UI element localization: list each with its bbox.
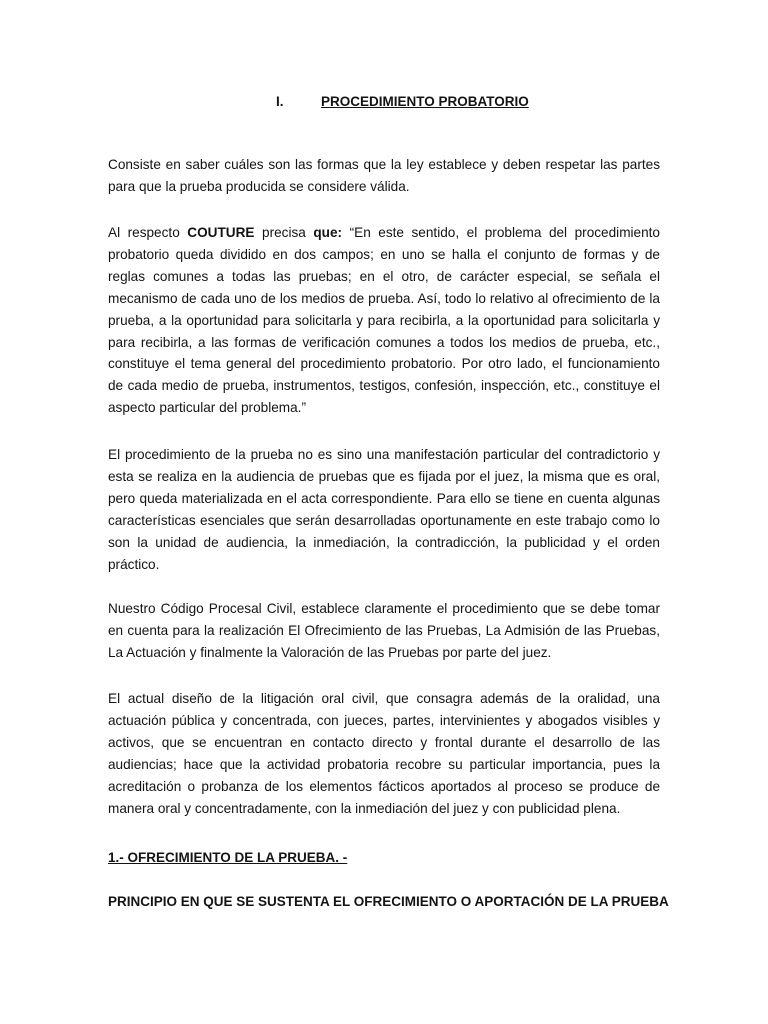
paragraph-que: que: — [313, 225, 343, 240]
section-title — [276, 94, 576, 109]
paragraph-litigacion-oral: El actual diseño de la litigación oral civil, que consagra además de la oralidad, una actuación pública y concentrada, con jueces, partes, intervinientes y abogados visibles y activos, que se encuentran en contacto directo y frontal durante el desarrollo de las audiencias; hace que la actividad probatoria recobre su particular importancia, pues la acreditación o probanza de los elementos fácticos aportados al proceso se produce de manera oral y concentradamente, con la inmediación del juez y con publicidad plena. — [108, 691, 660, 816]
subsection-heading-principio: PRINCIPIO EN QUE SE SUSTENTA EL OFRECIMIENTO O APORTACIÓN DE LA PRUEBA — [108, 894, 669, 909]
section-title-text: PROCEDIMIENTO PROBATORIO — [321, 94, 529, 109]
paragraph-definition: Consiste en saber cuáles son las formas que la ley establece y deben respetar las partes para que la prueba producida se considere válida. — [108, 157, 660, 194]
section-number: I. — [276, 94, 284, 109]
author-name: COUTURE — [187, 225, 255, 240]
paragraph-couture-quote — [108, 222, 660, 419]
paragraph-lead: Al respecto — [108, 225, 188, 240]
paragraph-codigo-procesal: Nuestro Código Procesal Civil, establece claramente el procedimiento que se debe tomar en cuenta para la realización El Ofrecimiento de las Pruebas, La Admisión de las Pruebas, La Actuación y finalmente la Valoración de las Pruebas por parte del juez. — [108, 601, 660, 660]
subsection-heading-ofrecimiento: 1.- OFRECIMIENTO DE LA PRUEBA. - — [108, 850, 348, 865]
paragraph-contradictorio: El procedimiento de la prueba no es sino una manifestación particular del contradictorio y esta se realiza en la audiencia de pruebas que es fijada por el juez, la misma que es oral, pero queda materializada en el acta correspondiente. Para ello se tiene en cuenta algunas características esenciales que serán desarrolladas oportunamente en este trabajo como lo son la unidad de audiencia, la inmediación, la contradicción, la publicidad y el orden práctico. — [108, 447, 660, 572]
paragraph-verb: precisa — [254, 225, 314, 240]
quotation: “En este sentido, el problema del procedimiento probatorio queda dividido en dos campos; en uno se halla el conjunto de formas y de reglas comunes a todas las pruebas; en el otro, de carácter especial, se señala el mecanismo de cada uno de los medios de prueba. Así, todo lo relativo al ofrecimiento de la prueba, a la oportunidad para solicitarla y para recibirla, a la oportunidad para solicitarla y para recibirla, a las formas de verificación comunes a todos los medios de prueba, etc., constituye el tema general del procedimiento probatorio. Por otro lado, el funcionamiento de cada medio de prueba, instrumentos, testigos, confesión, inspección, etc., constituye el aspecto particular del problema.” — [108, 225, 660, 416]
